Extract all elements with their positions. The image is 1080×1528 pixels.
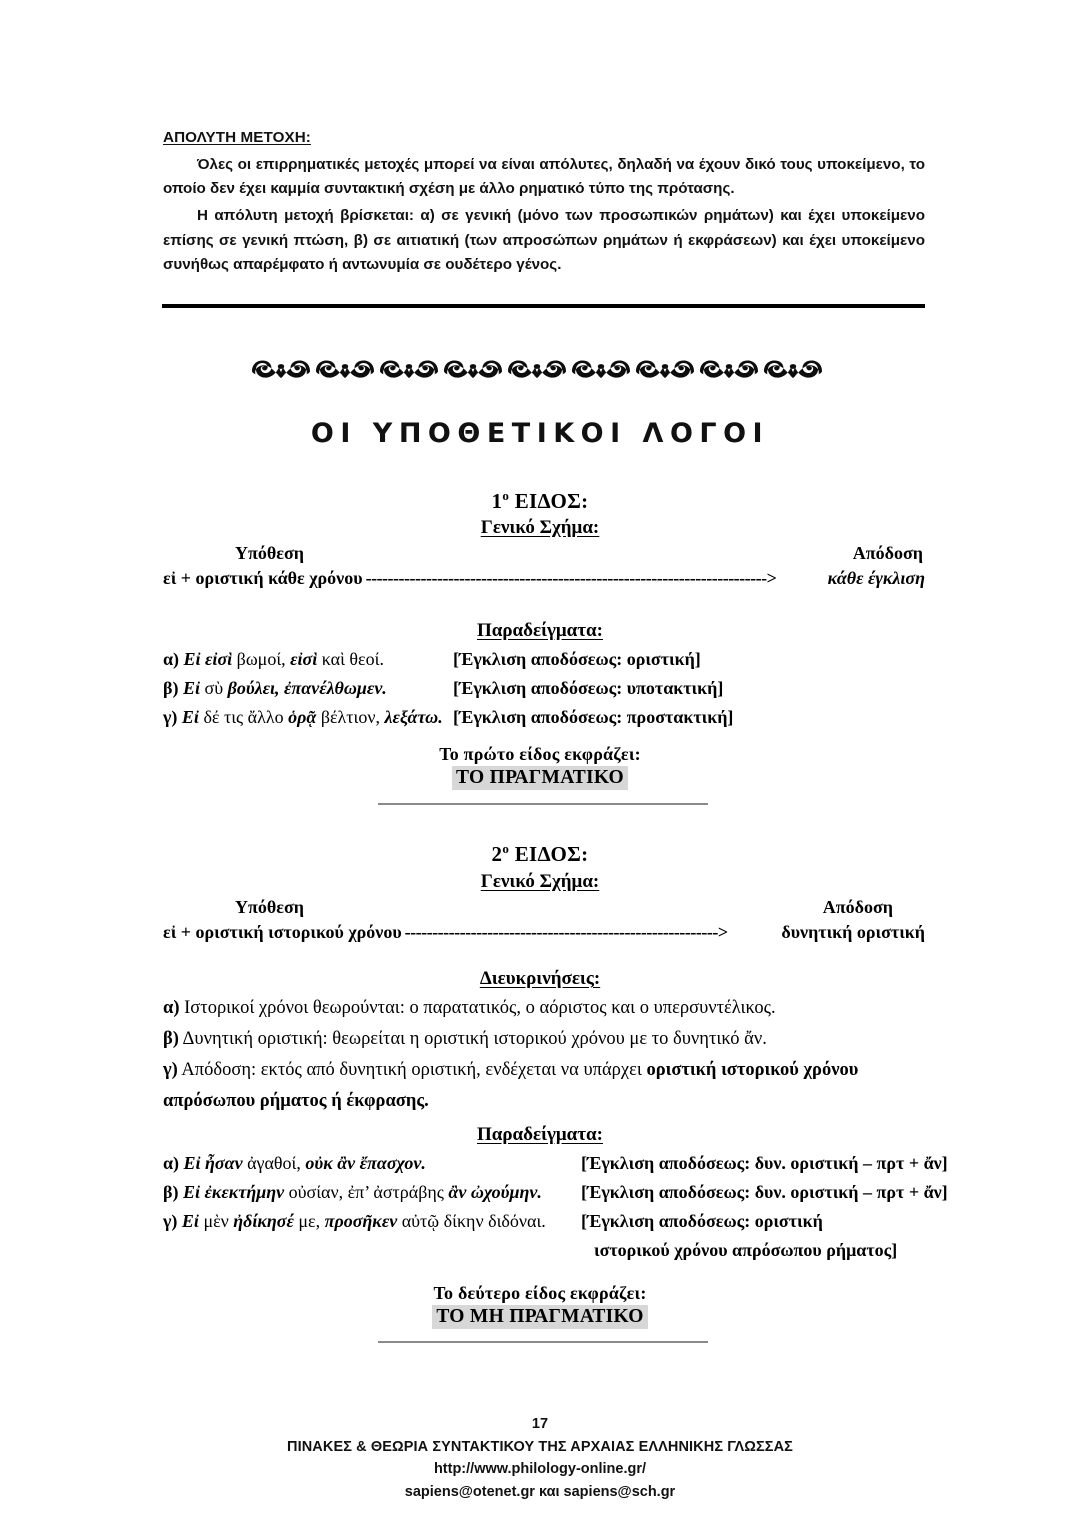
expresses-line1: Το δεύτερο είδος εκφράζει: [433, 1283, 647, 1303]
example-row [163, 703, 953, 732]
clarification-marker: γ) [163, 1060, 178, 1081]
paragraph-1: Όλες οι επιρρηματικές μετοχές μπορεί να είναι απόλυτες, δηλαδή να έχουν δικό τους υποκείμενο, το οποίο δεν έχει καμμία συντακτική σχέση με άλλο ρηματικό τύπο της πρότασης. [163, 155, 925, 198]
example-bracket: [Έγκλιση αποδόσεως: προστακτική] [453, 707, 734, 728]
schema-heading-1: Γενικό Σχήμα: [480, 517, 600, 538]
hypothesis-label-1: Υπόθεση [235, 543, 304, 563]
eidos-label-2 [0, 841, 1080, 867]
schema-heading-2: Γενικό Σχήμα: [480, 871, 600, 892]
eidos-number-2: 2 [491, 842, 503, 866]
absolute-participle-section [163, 126, 925, 278]
paragraph-2: Η απόλυτη μετοχή βρίσκεται: α) σε γενική (μόνο των προσωπικών ρημάτων) και έχει υποκείμενο επίσης σε γενική πτώση, β) σε αιτιατική (των απροσώπων ρημάτων ή εκφράσεων) και έχει υποκείμενο συνήθως απαρέμφατο ή αντωνυμία σε ουδέτερο γένος. [163, 206, 925, 274]
examples-heading-1: Παραδείγματα: [477, 620, 603, 641]
expresses-block-1 [0, 744, 1080, 789]
example-text: β) Εἰ ἐκεκτήμην οὐσίαν, ἐπ’ ἀστράβης ἂν ὠχούμην. [163, 1182, 542, 1203]
example-row [163, 1149, 953, 1178]
page-footer [0, 1414, 1080, 1503]
example-bracket: [Έγκλιση αποδόσεως: οριστική] [453, 649, 701, 669]
clarification-wrap [163, 1086, 953, 1117]
ornament-band [0, 356, 1080, 386]
schema-right-1: κάθε έγκλιση [827, 568, 925, 588]
example-row [163, 645, 953, 674]
clarification-item [163, 993, 953, 1024]
thick-divider [162, 304, 925, 308]
eidos-word-1: ΕΙΔΟΣ: [514, 489, 589, 513]
apodosis-label-2: Απόδοση [822, 897, 893, 917]
footer-title: ΠΙΝΑΚΕΣ & ΘΕΩΡΙΑ ΣΥΝΤΑΚΤΙΚΟΥ ΤΗΣ ΑΡΧΑΙΑΣ ΕΛΛΗΝΙΚΗΣ ΓΛΩΣΣΑΣ [287, 1438, 793, 1455]
eidos-word-2: ΕΙΔΟΣ: [514, 842, 589, 866]
eidos-sup-2: ο [502, 841, 510, 856]
apodosis-label-1: Απόδοση [852, 543, 923, 563]
clarifications-list [163, 993, 953, 1117]
section-heading: ΑΠΟΛΥΤΗ ΜΕΤΟΧΗ: [163, 129, 311, 146]
example-text: α) Εἰ ἦσαν ἀγαθοί, οὐκ ἂν ἔπασχον. [163, 1153, 426, 1173]
expresses-line2: ΤΟ ΠΡΑΓΜΑΤΙΚΟ [0, 767, 1080, 789]
clarification-item [163, 1024, 953, 1055]
clarification-marker: α) [163, 998, 180, 1018]
schema-heads-1 [163, 543, 925, 564]
expresses-line1: Το πρώτο είδος εκφράζει: [439, 744, 641, 764]
examples-list-2 [163, 1149, 953, 1266]
footer-emails[interactable]: sapiens@otenet.gr και sapiens@sch.gr [404, 1483, 676, 1500]
schema-line-1 [163, 568, 925, 589]
clarification-text: Απόδοση: εκτός από δυνητική οριστική, ενδέχεται να υπάρχει [177, 1060, 647, 1081]
example-text: β) Εἰ σὺ βούλει, ἐπανέλθωμεν. [163, 678, 387, 699]
example-bracket: [Έγκλιση αποδόσεως: δυν. οριστική – πρτ + ἄν] [581, 1153, 948, 1173]
example-text: γ) Εἰ μὲν ἠδίκησέ με, προσῆκεν αὐτῷ δίκην διδόναι. [163, 1211, 546, 1232]
footer-url[interactable]: http://www.philology-online.gr/ [433, 1461, 647, 1478]
floral-ornament-icon [250, 356, 830, 386]
schema-left-2: εἰ + οριστική ιστορικού χρόνου [163, 922, 402, 942]
schema-heads-2 [163, 897, 925, 918]
schema-right-2: δυνητική οριστική [781, 922, 925, 942]
gray-divider-2 [378, 1341, 708, 1343]
example-bracket: [Έγκλιση αποδόσεως: οριστική [581, 1211, 823, 1232]
clarification-bold-wrap: απρόσωπου ρήματος ή έκφρασης. [163, 1091, 429, 1112]
gray-divider-1 [378, 803, 708, 805]
clarification-text: Δυνητική οριστική: θεωρείται η οριστική ιστορικού χρόνου με το δυνητικό ἄν. [178, 1029, 767, 1050]
examples-heading-2: Παραδείγματα: [477, 1124, 603, 1145]
schema-dashes-1: -------------------------------------------------------------------------> [365, 568, 777, 588]
eidos-number-1: 1 [491, 489, 503, 513]
clarification-text: Ιστορικοί χρόνοι θεωρούνται: ο παρατατικός, ο αόριστος και ο υπερσυντέλικος. [179, 998, 776, 1018]
expresses-block-2 [0, 1283, 1080, 1328]
expresses-line2: ΤΟ ΜΗ ΠΡΑΓΜΑΤΙΚΟ [0, 1306, 1080, 1328]
clarifications-heading: Διευκρινήσεις: [479, 968, 601, 989]
clarification-item [163, 1055, 953, 1086]
eidos-sup-1: ο [502, 488, 510, 503]
example-row [163, 1207, 953, 1236]
hypothesis-label-2: Υπόθεση [235, 897, 304, 917]
example-text: α) Εἰ εἰσὶ βωμοί, εἰσὶ καὶ θεοί. [163, 649, 384, 669]
eidos-label-1 [0, 488, 1080, 514]
page-title: ΟΙ ΥΠΟΘΕΤΙΚΟΙ ΛΟΓΟΙ [310, 418, 770, 449]
example-row [163, 674, 953, 703]
examples-list-1 [163, 645, 953, 732]
schema-dashes-2: ---------------------------------------------------------> [404, 922, 728, 942]
example-text: γ) Εἰ δέ τις ἄλλο ὁρᾷ βέλτιον, λεξάτω. [163, 707, 443, 728]
clarification-marker: β) [163, 1029, 179, 1050]
example-bracket-wrap: ιστορικού χρόνου απρόσωπου ρήματος] [594, 1240, 898, 1261]
schema-left-1: εἰ + οριστική κάθε χρόνου [163, 568, 363, 588]
example-bracket: [Έγκλιση αποδόσεως: δυν. οριστική – πρτ + ἄν] [581, 1182, 948, 1203]
page-number: 17 [531, 1416, 549, 1432]
example-row [163, 1178, 953, 1207]
schema-line-2 [163, 922, 925, 943]
example-wrap-row [163, 1236, 953, 1265]
clarification-bold-tail: οριστική ιστορικού χρόνου [646, 1060, 859, 1081]
example-bracket: [Έγκλιση αποδόσεως: υποτακτική] [453, 678, 724, 699]
